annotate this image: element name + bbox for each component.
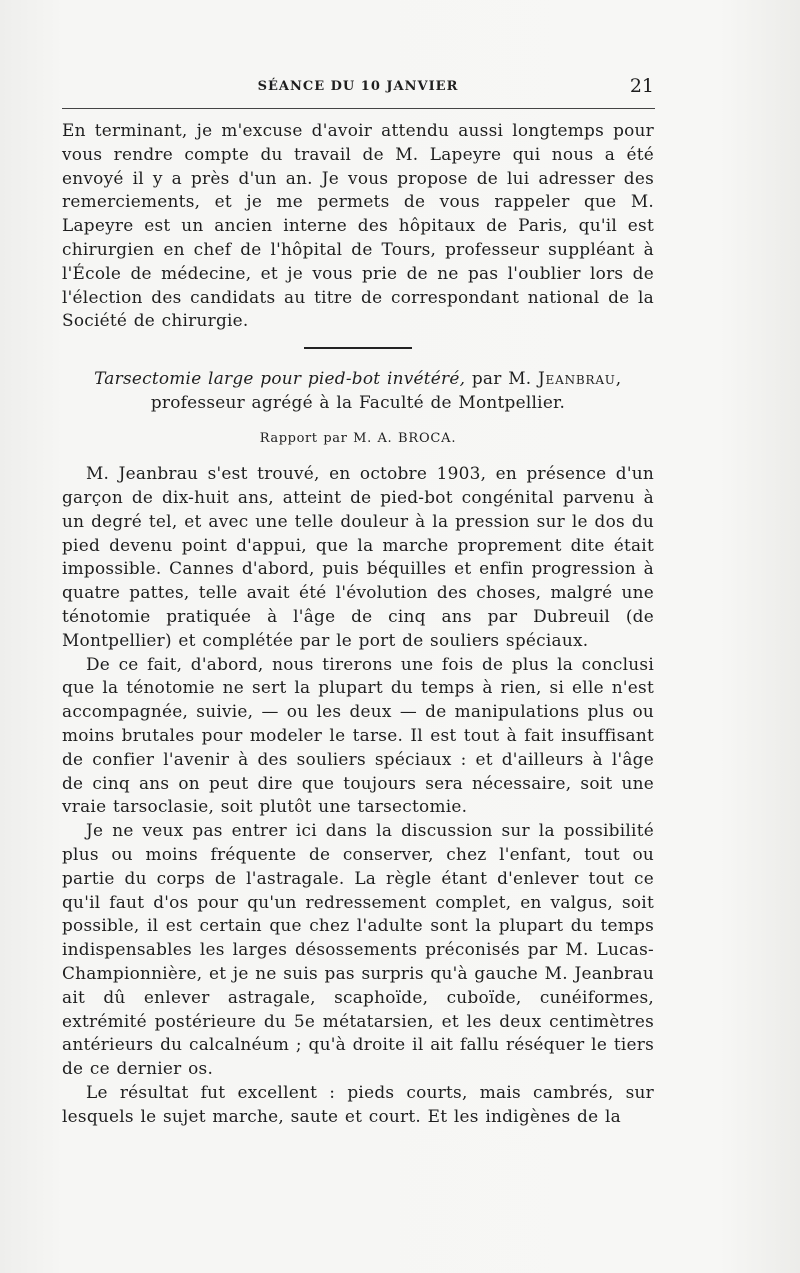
page-number: 21 [629,75,654,97]
document-body [62,119,654,1128]
paragraph-tenotomy: De ce fait, d'abord, nous tirerons une fois de plus la conclusi que la ténotomie ne sert la plupart du temps à rien, si elle n'est accompagnée, suivie, — ou les deux — de manipulations plus ou moins brutales pour modeler le tarse. Il est tout à fait insuffisant de confier l'avenir à des souliers spéciaux : et d'ailleurs à l'âge de cinq ans on peut dire que toujours sera nécessaire, soit une vraie tarsoclasie, soit plutôt une tarsectomie. [62,653,654,817]
report-line [62,430,654,448]
page-header [62,75,654,103]
article-title [62,366,654,414]
running-title: SÉANCE DU 10 JANVIER [257,79,459,94]
article-title-italic: Tarsectomie large pour pied-bot invétéré, [94,368,466,389]
article-author: Jeanbrau, [537,368,622,389]
paragraph-case: M. Jeanbrau s'est trouvé, en octobre 1903, en présence d'un garçon de dix-huit ans, atteint de pied-bot congénital parvenu à un degré tel, et avec une telle douleur à la pression sur le dos du pied devenu point d'appui, que la marche proprement dite était impossible. Cannes d'abord, puis béquilles et enfin progression à quatre pattes, telle avait été l'évolution des choses, malgré une ténotomie pratiquée à l'âge de cinq ans par Dubreuil (de Montpellier) et complétée par le port de souliers spéciaux. [62,463,654,650]
section-separator [304,347,412,349]
article-affiliation: professeur agrégé à la Faculté de Montpellier. [150,392,566,413]
paragraph-result: Le résultat fut excellent : pieds courts, mais cambrés, sur lesquels le sujet marche, saute et court. Et les indigènes de la [62,1081,654,1126]
report-prefix: Rapport par M. A. [259,431,399,447]
header-rule [62,108,655,109]
paragraph-resection: Je ne veux pas entrer ici dans la discussion sur la possibilité plus ou moins fréquente de conserver, chez l'enfant, tout ou partie du corps de l'astragale. La règle étant d'enlever tout ce qu'il faut d'os pour qu'un redressement complet, en valgus, soit possible, il est certain que chez l'adulte sont la plupart du temps indispensables les larges désossements préconisés par M. Lucas-Championnière, et je ne suis pas surpris qu'à gauche M. Jeanbrau ait dû enlever astragale, scaphoïde, cuboïde, cunéiformes, extrémité postérieure du 5e métatarsien, et les deux centimètres antérieurs du calcalnéum ; qu'à droite il ait fallu réséquer le tiers de ce dernier os. [62,820,654,1079]
article-title-by: par M. [465,368,538,389]
closing-paragraph: En terminant, je m'excuse d'avoir attendu aussi longtemps pour vous rendre compte du travail de M. Lapeyre qui nous a été envoyé il y a près d'un an. Je vous propose de lui adresser des remerciements, et je me permets de vous rappeler que M. Lapeyre est un ancien interne des hôpitaux de Paris, qu'il est chirurgien en chef de l'hôpital de Tours, professeur suppléant à l'École de médecine, et je vous prie de ne pas l'oublier lors de l'élection des candidats au titre de correspondant national de la Société de chirurgie. [62,120,654,331]
report-author: BROCA. [398,431,457,447]
